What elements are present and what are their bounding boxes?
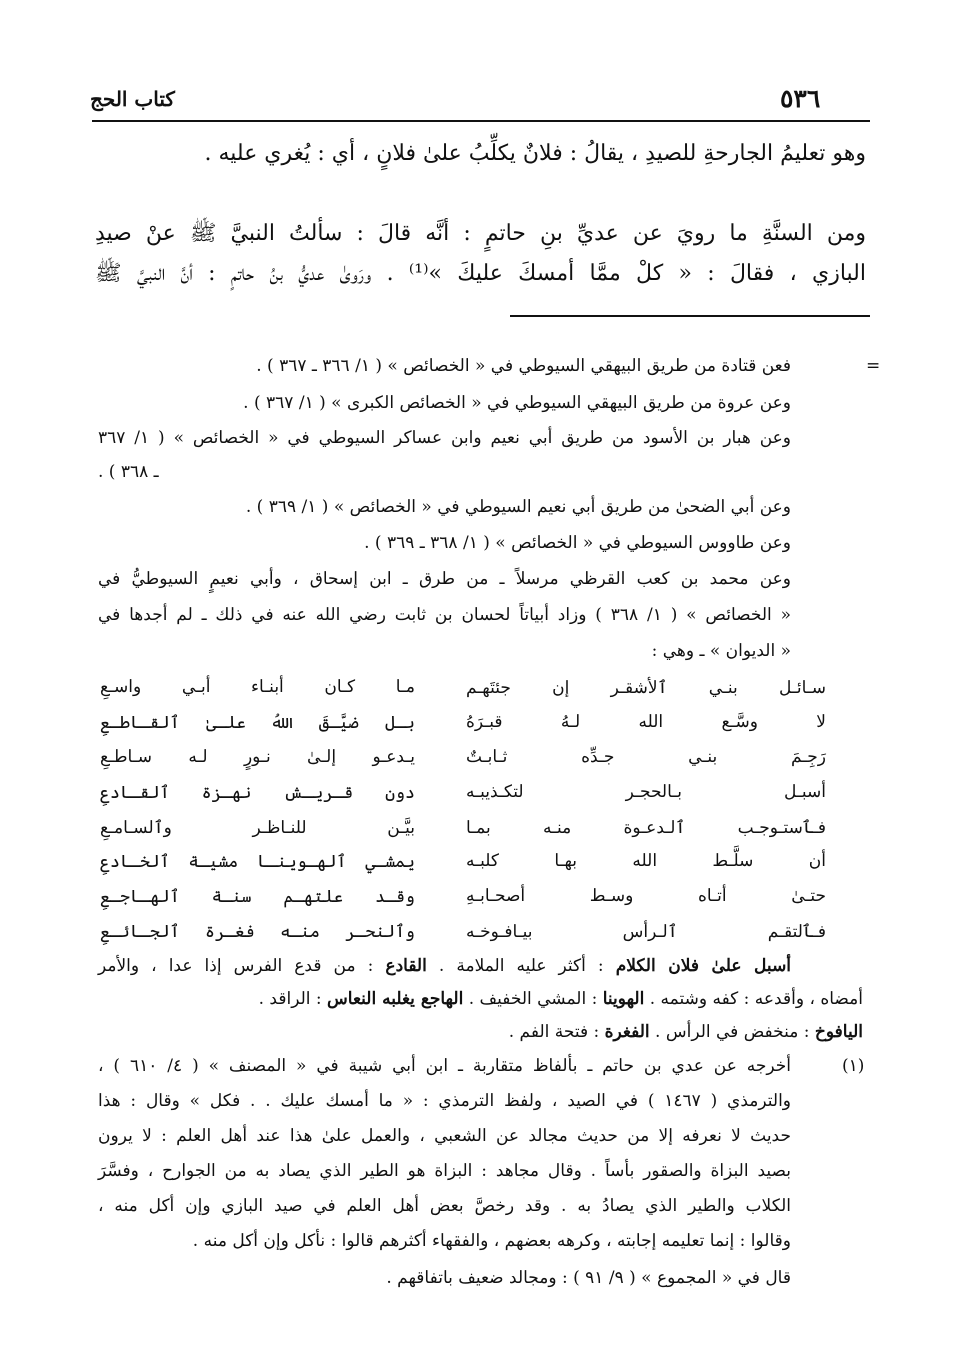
glossary-term: القادع — [385, 956, 427, 976]
glossary-line — [98, 956, 791, 976]
glossary-term: الهوينا — [602, 989, 645, 1009]
verse-first-hemistich: سـائـل بنـي ٱلأشقـر إن جئتَهـم — [466, 678, 826, 698]
verse-second-hemistich: بـل ضيَّـقَ اللهُ علـىٰ ٱلقـاطـعِ — [100, 713, 415, 733]
glossary-definition: : منخفض في الرأس . — [655, 1022, 810, 1042]
header-rule — [92, 120, 870, 122]
verse-first-hemistich: فـٱلتقـم ٱلـرأس بيـافـوخـه — [466, 922, 826, 942]
footnote-separator-rule — [510, 315, 870, 317]
running-header-title: كتاب الحج — [90, 87, 175, 111]
footnote-line: فعن قتادة من طريق البيهقي السيوطي في « الخصائص » ( ١/ ٣٦٦ ـ ٣٦٧ ) . — [256, 356, 791, 376]
verse-first-hemistich: أسبـل بـالحجـر لتكـذيبـه — [466, 782, 826, 802]
verse-second-hemistich: بيَّـن للنـاظـر وٱلسـامـعِ — [100, 818, 415, 838]
footnote-line: وعن أبي الضحىٰ من طريق أبي نعيم السيوطي في « الخصائص » ( ١/ ٣٦٩ ) . — [245, 497, 791, 517]
glossary-definition: : من قدع الفرس إذا عدا ، والأمر — [98, 956, 374, 976]
glossary-definition: : فتحة الفم . — [508, 1022, 600, 1042]
verse-second-hemistich: مـا كـان أبنـاء أبـي واسـعِ — [100, 677, 415, 697]
continuation-mark: = — [866, 356, 881, 376]
footnote-line: والترمذي ( ١٤٦٧ ) في الصيد ، ولفظ الترمذي : « ما أمسك عليك . . فكل » وقال : هذا — [98, 1091, 791, 1111]
glossary-term: أسبل علىٰ فلان الكلام — [615, 956, 792, 976]
glossary-term: اليافوخ — [814, 1022, 863, 1042]
footnote-line: وعن هبار بن الأسود من طريق أبي نعيم وابن عساكر السيوطي في « الخصائص » ( ١/ ٣٦٧ — [98, 428, 791, 448]
verse-second-hemistich: يـدعـو إلـىٰ نـورٍ لـه سـاطـعِ — [100, 747, 415, 767]
footnote-line: ـ ٣٦٨ ) . — [98, 462, 159, 482]
glossary-term: الهاجع يغلبه النعاس — [327, 989, 464, 1009]
page-number: ٥٣٦ — [780, 84, 821, 113]
glossary-definition: : الراقد . — [258, 989, 322, 1009]
main-text-line: وهو تعليمُ الجارحةِ للصيدِ ، يقالُ : فلانٌ يكلِّبُ علىٰ فلانٍ ، أي : يُغري عليه . — [204, 141, 866, 166]
footnote-line: الكلاب والطير الذي يصادُ به . وقد رخصَّ بعض أهل العلم في صيد البازي وإن أكل منه ، — [98, 1196, 791, 1216]
verse-second-hemistich: وٱلنحـر منـه فغـرة ٱلجـائـعِ — [100, 922, 415, 942]
glossary-definition: : أكثر عليه الملامة . — [438, 956, 604, 976]
footnote-line: « الديوان » ـ وهي : — [651, 641, 791, 661]
glossary-definition: : المشي الخفيف . — [468, 989, 598, 1009]
footnote-line: وعن طاووس السيوطي في « الخصائص » ( ١/ ٣٦٨ ـ ٣٦٩ ) . — [364, 533, 791, 553]
verse-second-hemistich: وقـد علتهـم سنـة ٱلهـاجـعِ — [100, 887, 415, 907]
footnote-line: وعن محمد بن كعب القرظي مرسلاً ـ من طرق ـ ابن إسحاق ، وأبي نعيمٍ السيوطيُّ في — [98, 569, 791, 589]
glossary-term: الفغرة — [604, 1022, 650, 1042]
verse-first-hemistich: لا وسَّـع الله لـهُ قبـرَهُ — [466, 712, 826, 732]
footnote-line: حديث لا نعرفه إلا من حديث مجالد عن الشعبي ، والعمل علىٰ هذا عند أهل العلم : لا يرون — [98, 1126, 791, 1146]
footnote-line: « الخصائص » ( ١/ ٣٦٨ ) وزاد أبياتاً لحسان بن ثابت رضي الله عنه في ذلك ـ لم أجدها في — [98, 605, 792, 625]
verse-first-hemistich: حتـىٰ أتـاه وسـط أصحـابـهِ — [466, 886, 826, 906]
footnote-line: وقالوا : إنما تعليمه إجابته ، وكرهه بعضهم ، والفقهاء أكثرهم قالوا : نأكل وإن أكل منه . — [192, 1231, 791, 1251]
footnote-line: وعن عروة من طريق البيهقي السيوطي في « الخصائص الكبرى » ( ١/ ٣٦٧ ) . — [243, 393, 791, 413]
verse-second-hemistich: يمشـي ٱلهـوينـا مشيـة ٱلخـادعِ — [100, 852, 415, 872]
verse-second-hemistich: دون قـريـش نهـزة ٱلقـادعِ — [100, 783, 415, 803]
footnote-line: بصيد البزاة والصقور بأساً . وقال مجاهد : البزاة هو الطير الذي يصاد به من الجوارح ، وفسَّرَ — [98, 1161, 791, 1181]
glossary-line — [509, 1022, 863, 1042]
footnote-line: أخرجه عن عدي بن حاتم ـ بألفاظ متقاربة ـ ابن أبي شيبة في « المصنف » ( ٤/ ٦١٠ ) ، — [98, 1056, 791, 1076]
glossary-line — [259, 989, 863, 1009]
footnote-marker: (١) — [842, 1056, 865, 1076]
verse-first-hemistich: رَجِـمَ بنـي جـدِّه ثـابـتٌ — [466, 747, 826, 767]
glossary-definition: أمضاه ، وأقدعه : كفه وشتمه . — [649, 989, 863, 1009]
main-text-line: ومن السنَّةِ ما رويَ عن عديِّ بنِ حاتمٍ : أنَّه قالَ : سألتُ النبيَّ ﷺ عنْ صيدِ — [95, 221, 866, 246]
verse-first-hemistich: أن سلَّـط الله بهـا كلبـه — [466, 851, 826, 871]
main-text-line: البازي ، فقالَ : « كلْ ممَّا أمسكَ عليكَ »⁽¹⁾ . ورَوىٰ عديُّ بنُ حاتمٍ : أنَّ النبيَّ ﷺ — [95, 261, 866, 286]
verse-first-hemistich: فـٱستـوجـب ٱلـدعـوة منـه بمـا — [466, 818, 826, 838]
footnote-line: قال في « المجموع » ( ٩/ ٩١ ) : ومجالد ضعيف باتفاقهم . — [386, 1268, 791, 1288]
